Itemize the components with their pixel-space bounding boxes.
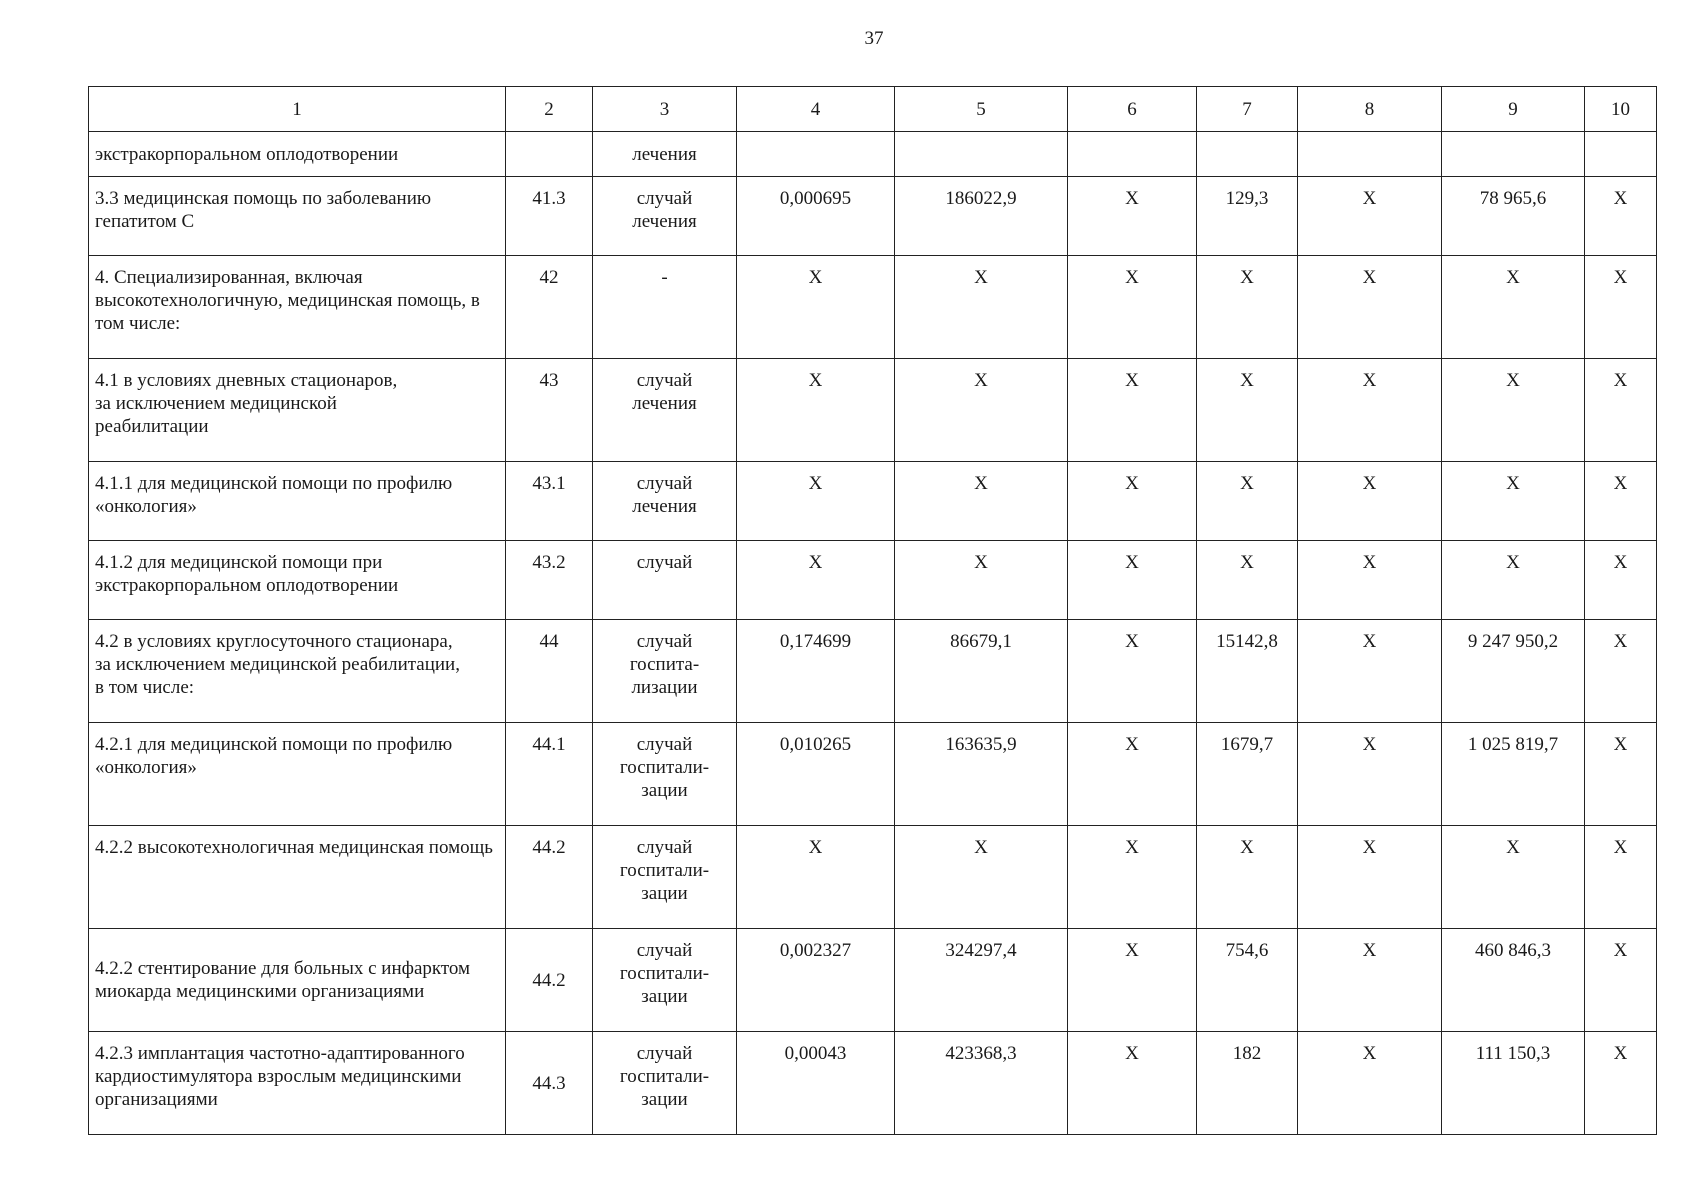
table-cell: X — [1585, 177, 1657, 256]
table-cell: случай — [593, 541, 737, 620]
table-cell: X — [895, 462, 1068, 541]
header-cell: 5 — [895, 87, 1068, 132]
table-cell: X — [1197, 541, 1298, 620]
table-row — [89, 256, 1657, 359]
table-cell: случай госпитали- зации — [593, 929, 737, 1032]
table-cell: X — [1298, 541, 1442, 620]
table-cell: 15142,8 — [1197, 620, 1298, 723]
table-cell: X — [1197, 826, 1298, 929]
table-cell: 0,00043 — [737, 1032, 895, 1135]
table-cell: X — [737, 462, 895, 541]
table-cell: X — [1585, 462, 1657, 541]
table-cell — [1068, 132, 1197, 177]
table-cell: X — [895, 826, 1068, 929]
row-label: 4.2.2 стентирование для больных с инфарктом миокарда медицинскими организациями — [89, 929, 506, 1032]
table-cell: X — [737, 359, 895, 462]
table-cell: X — [1068, 541, 1197, 620]
table-cell: X — [1442, 359, 1585, 462]
header-row — [89, 87, 1657, 132]
table-cell — [1298, 132, 1442, 177]
header-cell: 7 — [1197, 87, 1298, 132]
data-table — [88, 86, 1657, 1135]
table-cell: случай лечения — [593, 359, 737, 462]
table-cell: X — [737, 256, 895, 359]
table-cell: 0,000695 — [737, 177, 895, 256]
table-cell: X — [1585, 723, 1657, 826]
row-label: 4.2.2 высокотехнологичная медицинская помощь — [89, 826, 506, 929]
table-cell — [506, 132, 593, 177]
table-cell — [1442, 132, 1585, 177]
table-cell: 163635,9 — [895, 723, 1068, 826]
table-cell: 86679,1 — [895, 620, 1068, 723]
header-cell: 4 — [737, 87, 895, 132]
table-row — [89, 826, 1657, 929]
table-cell: 423368,3 — [895, 1032, 1068, 1135]
table-cell: X — [1298, 929, 1442, 1032]
table-row — [89, 177, 1657, 256]
table-cell: X — [1585, 929, 1657, 1032]
table-cell: случай госпитали- зации — [593, 826, 737, 929]
table-cell: X — [1298, 359, 1442, 462]
table-cell: X — [1068, 723, 1197, 826]
header-cell: 2 — [506, 87, 593, 132]
table-cell: X — [1442, 256, 1585, 359]
table-cell: 324297,4 — [895, 929, 1068, 1032]
table-cell: X — [1068, 1032, 1197, 1135]
table-cell: X — [1068, 462, 1197, 541]
table-cell — [737, 132, 895, 177]
header-cell: 10 — [1585, 87, 1657, 132]
table-cell: X — [1298, 256, 1442, 359]
table-cell: X — [1068, 177, 1197, 256]
table-cell: X — [1068, 359, 1197, 462]
table-cell: 44.2 — [506, 929, 593, 1032]
table-cell: X — [1585, 541, 1657, 620]
table-cell: 43.1 — [506, 462, 593, 541]
table-cell: X — [1298, 620, 1442, 723]
table-cell: X — [1068, 929, 1197, 1032]
table-cell: X — [895, 541, 1068, 620]
header-cell: 3 — [593, 87, 737, 132]
table-cell: X — [1442, 826, 1585, 929]
page-number: 37 — [864, 28, 884, 49]
table-cell: X — [1197, 462, 1298, 541]
table-cell: 43 — [506, 359, 593, 462]
table-cell: 41.3 — [506, 177, 593, 256]
header-cell: 6 — [1068, 87, 1197, 132]
table-cell: 78 965,6 — [1442, 177, 1585, 256]
table-row — [89, 132, 1657, 177]
table-cell: X — [1298, 826, 1442, 929]
table-row — [89, 723, 1657, 826]
table-cell — [1197, 132, 1298, 177]
table-cell — [895, 132, 1068, 177]
row-label: 4.2.3 имплантация частотно-адаптированного кардиостимулятора взрослым медицинскими организациями — [89, 1032, 506, 1135]
table-cell: случай госпитали- зации — [593, 1032, 737, 1135]
table-cell: 1679,7 — [1197, 723, 1298, 826]
table-row — [89, 620, 1657, 723]
table-cell: X — [1585, 1032, 1657, 1135]
table-cell: 44.2 — [506, 826, 593, 929]
row-label: 4.1.1 для медицинской помощи по профилю «онкология» — [89, 462, 506, 541]
table-cell: 460 846,3 — [1442, 929, 1585, 1032]
row-label: 4. Специализированная, включая высокотехнологичную, медицинская помощь, в том числе: — [89, 256, 506, 359]
table-cell — [1585, 132, 1657, 177]
table-cell: 754,6 — [1197, 929, 1298, 1032]
table-cell: 44.1 — [506, 723, 593, 826]
table-row — [89, 541, 1657, 620]
table-cell: 9 247 950,2 — [1442, 620, 1585, 723]
table-cell: X — [737, 826, 895, 929]
table-row — [89, 359, 1657, 462]
table-cell: 0,010265 — [737, 723, 895, 826]
table-cell: лечения — [593, 132, 737, 177]
table-cell: 44 — [506, 620, 593, 723]
table-cell: X — [1197, 256, 1298, 359]
table-cell: X — [1585, 359, 1657, 462]
header-cell: 1 — [89, 87, 506, 132]
table-row — [89, 462, 1657, 541]
row-label: 4.1.2 для медицинской помощи при экстракорпоральном оплодотворении — [89, 541, 506, 620]
table-cell: X — [895, 359, 1068, 462]
table-cell: 186022,9 — [895, 177, 1068, 256]
table-cell: X — [1442, 462, 1585, 541]
table-cell: - — [593, 256, 737, 359]
table-cell: 129,3 — [1197, 177, 1298, 256]
table-cell: 44.3 — [506, 1032, 593, 1135]
table-cell: 1 025 819,7 — [1442, 723, 1585, 826]
table-row — [89, 1032, 1657, 1135]
table-cell: 0,174699 — [737, 620, 895, 723]
table-cell: 0,002327 — [737, 929, 895, 1032]
table-cell: X — [1298, 1032, 1442, 1135]
table-cell: случай госпита- лизации — [593, 620, 737, 723]
table-cell: X — [1298, 723, 1442, 826]
table-row — [89, 929, 1657, 1032]
table-cell: случай лечения — [593, 177, 737, 256]
table-cell: X — [1585, 620, 1657, 723]
table-cell: X — [1068, 620, 1197, 723]
table-cell: X — [1298, 177, 1442, 256]
table-cell: X — [1068, 256, 1197, 359]
table-cell: X — [895, 256, 1068, 359]
row-label: экстракорпоральном оплодотворении — [89, 132, 506, 177]
table-cell: X — [737, 541, 895, 620]
table-cell: X — [1585, 826, 1657, 929]
table-cell: 42 — [506, 256, 593, 359]
table-cell: случай лечения — [593, 462, 737, 541]
table-cell: X — [1068, 826, 1197, 929]
table-cell: X — [1197, 359, 1298, 462]
row-label: 4.2.1 для медицинской помощи по профилю «онкология» — [89, 723, 506, 826]
table-cell: X — [1442, 541, 1585, 620]
table-cell: 43.2 — [506, 541, 593, 620]
row-label: 4.1 в условиях дневных стационаров, за исключением медицинской реабилитации — [89, 359, 506, 462]
header-cell: 9 — [1442, 87, 1585, 132]
header-cell: 8 — [1298, 87, 1442, 132]
table-cell: X — [1298, 462, 1442, 541]
table-cell: 182 — [1197, 1032, 1298, 1135]
row-label: 4.2 в условиях круглосуточного стационара, за исключением медицинской реабилитации, в том числе: — [89, 620, 506, 723]
table-cell: случай госпитали- зации — [593, 723, 737, 826]
table-cell: X — [1585, 256, 1657, 359]
table-cell: 111 150,3 — [1442, 1032, 1585, 1135]
row-label: 3.3 медицинская помощь по заболеванию гепатитом С — [89, 177, 506, 256]
